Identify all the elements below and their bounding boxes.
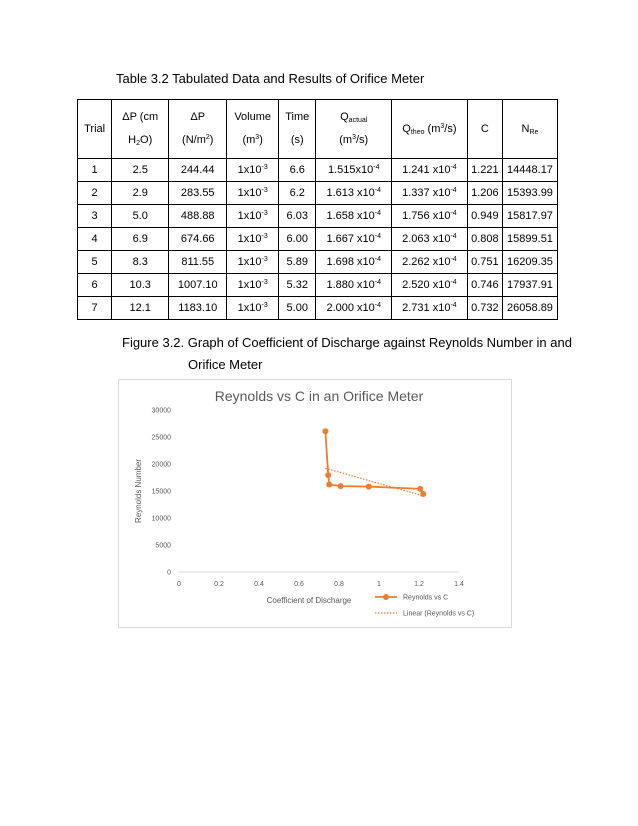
cell-qt: 2.520 $x10^{-4}$ (392, 274, 468, 297)
cell-qt: 1.337 $x10^{-4}$ (392, 182, 468, 205)
header-q-theo-base: Q (402, 122, 411, 135)
cell-dp-n: 244.44 (169, 159, 227, 182)
x-tick-label: 0.8 (334, 581, 344, 588)
cell-c: 1.221 (467, 159, 502, 182)
cell-nre: 15393.99 (502, 182, 557, 205)
cell-qa: $1.515x10^{-4}$ (316, 159, 392, 182)
y-axis-label: Reynolds Number (134, 458, 143, 524)
header-dp-cm-h: H (128, 134, 137, 146)
data-point (322, 428, 328, 434)
header-q-actual-tail: /s) (355, 134, 369, 146)
cell-time: 6.00 (279, 228, 316, 251)
table-row (78, 205, 558, 228)
cell-qt: 1.756 $x10^{-4}$ (392, 205, 468, 228)
chart-area (118, 379, 512, 628)
data-point (326, 481, 332, 487)
cell-dp-cm: 8.3 (112, 251, 169, 274)
figure-caption-line1: Figure 3.2. Graph of Coefficient of Discharge against Reynolds Number in and (122, 335, 572, 350)
header-q-actual-sup: 3 (352, 134, 356, 141)
header-nre (502, 100, 557, 159)
header-dp-cm-tail: O) (140, 134, 153, 146)
x-tick-label: 0.4 (254, 581, 264, 588)
header-q-actual-sub: actual (348, 117, 368, 124)
cell-vol: $1x10^{-3}$ (227, 274, 279, 297)
cell-trial: 7 (78, 297, 112, 320)
figure-caption-line2: Orifice Meter (188, 357, 263, 372)
figure-caption (122, 332, 572, 376)
cell-dp-n: 1183.10 (169, 297, 227, 320)
y-tick-label: 25000 (151, 434, 171, 442)
header-volume-tail: ) (259, 134, 263, 146)
cell-dp-cm: 12.1 (112, 297, 169, 320)
chart-title: Reynolds vs C in an Orifice Meter (214, 388, 424, 404)
cell-dp-cm: 10.3 (112, 274, 169, 297)
header-q-actual-unit: (m (339, 134, 353, 146)
header-dp-n-sup: 2 (205, 134, 210, 141)
cell-dp-n: 811.55 (169, 251, 227, 274)
cell-trial: 4 (78, 228, 112, 251)
cell-qa: 1.613 $x10^{-4}$ (316, 182, 392, 205)
data-point (325, 472, 331, 478)
cell-qt: 2.731 $x10^{-4}$ (392, 297, 468, 320)
cell-time: 5.00 (279, 297, 316, 320)
header-time (279, 100, 316, 159)
table-header-row (78, 100, 558, 159)
y-tick-label: 15000 (151, 488, 171, 496)
cell-nre: 16209.35 (502, 251, 557, 274)
cell-trial: 5 (78, 251, 112, 274)
cell-nre: 26058.89 (502, 297, 557, 320)
header-volume-unit: (m (242, 134, 256, 146)
header-q-actual (316, 100, 392, 159)
legend-label-series: Reynolds vs C (403, 594, 449, 602)
cell-vol: $1x10^{-3}$ (227, 159, 279, 182)
cell-time: 5.89 (279, 251, 316, 274)
y-tick-label: 5000 (155, 542, 171, 550)
header-dp-n (169, 100, 227, 159)
cell-qt: 2.262 $x10^{-4}$ (392, 251, 468, 274)
cell-nre: 15899.51 (502, 228, 557, 251)
cell-c: 1.206 (467, 182, 502, 205)
cell-dp-cm: 2.5 (112, 159, 169, 182)
cell-dp-n: 1007.10 (169, 274, 227, 297)
cell-qa: 1.658 $x10^{-4}$ (316, 205, 392, 228)
cell-vol: $1x10^{-3}$ (227, 251, 279, 274)
x-tick-label: 0.2 (214, 581, 224, 588)
table-row (78, 297, 558, 320)
cell-time: 6.2 (279, 182, 316, 205)
cell-vol: $1x10^{-3}$ (227, 205, 279, 228)
x-tick-label: 0.6 (294, 581, 304, 588)
cell-qa: 1.880 $x10^{-4}$ (316, 274, 392, 297)
cell-trial: 2 (78, 182, 112, 205)
cell-qt: 2.063 $x10^{-4}$ (392, 228, 468, 251)
table-row (78, 251, 558, 274)
header-dp-n-label: ΔP (190, 111, 206, 123)
header-time-unit: (s) (290, 134, 304, 146)
header-trial: Trial (78, 100, 112, 159)
reynolds-chart (119, 380, 511, 627)
cell-vol: $1x10^{-3}$ (227, 228, 279, 251)
legend-label-trend: Linear (Reynolds vs C) (403, 610, 475, 618)
table-row (78, 159, 558, 182)
data-point (338, 483, 344, 489)
header-dp-cm (112, 100, 169, 159)
x-tick-label: 1.2 (414, 581, 424, 588)
header-dp-n-tail: ) (209, 134, 214, 146)
header-time-label: Time (285, 111, 310, 123)
cell-dp-n: 674.66 (169, 228, 227, 251)
header-nre-base: N (521, 122, 530, 135)
x-tick-label: 1 (377, 581, 381, 588)
cell-c: 0.808 (467, 228, 502, 251)
cell-dp-cm: 6.9 (112, 228, 169, 251)
header-volume-sup: 3 (255, 134, 260, 141)
cell-nre: 14448.17 (502, 159, 557, 182)
header-dp-cm-label: ΔP (cm (122, 111, 159, 123)
y-tick-label: 20000 (151, 461, 171, 469)
cell-nre: 17937.91 (502, 274, 557, 297)
cell-trial: 6 (78, 274, 112, 297)
cell-qa: 2.000 $x10^{-4}$ (316, 297, 392, 320)
cell-trial: 3 (78, 205, 112, 228)
header-nre-sub: Re (529, 128, 539, 136)
header-dp-cm-sub: 2 (136, 140, 141, 147)
cell-c: 0.732 (467, 297, 502, 320)
x-tick-label: 0 (177, 581, 181, 588)
cell-c: 0.746 (467, 274, 502, 297)
data-point (420, 491, 426, 497)
cell-dp-cm: 2.9 (112, 182, 169, 205)
header-q-theo-sup: 3 (440, 122, 445, 130)
legend-marker-series (383, 594, 389, 600)
y-tick-label: 0 (167, 569, 171, 577)
table-row (78, 228, 558, 251)
cell-dp-cm: 5.0 (112, 205, 169, 228)
orifice-data-table (77, 99, 558, 320)
cell-vol: $1x10^{-3}$ (227, 297, 279, 320)
cell-dp-n: 488.88 (169, 205, 227, 228)
cell-qa: 1.698 $x10^{-4}$ (316, 251, 392, 274)
data-point (417, 486, 423, 492)
table-row (78, 182, 558, 205)
header-q-theo-unit: (m (424, 122, 441, 135)
header-q-theo-tail: /s) (444, 122, 457, 135)
table-caption: Table 3.2 Tabulated Data and Results of Orifice Meter (116, 71, 425, 86)
table-row (78, 274, 558, 297)
header-volume (227, 100, 279, 159)
header-dp-n-unit: (N/m (182, 134, 206, 146)
cell-time: 5.32 (279, 274, 316, 297)
cell-dp-n: 283.55 (169, 182, 227, 205)
y-tick-label: 10000 (151, 515, 171, 523)
header-q-actual-base: Q (340, 111, 349, 123)
trendline (325, 468, 423, 496)
cell-time: 6.03 (279, 205, 316, 228)
header-volume-label: Volume (234, 111, 272, 123)
cell-nre: 15817.97 (502, 205, 557, 228)
cell-c: 0.751 (467, 251, 502, 274)
cell-qt: 1.241 $x10^{-4}$ (392, 159, 468, 182)
data-point (366, 484, 372, 490)
table-body (78, 159, 558, 320)
header-c: C (467, 100, 502, 159)
cell-trial: 1 (78, 159, 112, 182)
cell-c: 0.949 (467, 205, 502, 228)
cell-time: 6.6 (279, 159, 316, 182)
cell-vol: $1x10^{-3}$ (227, 182, 279, 205)
cell-qa: 1.667 $x10^{-4}$ (316, 228, 392, 251)
header-q-theo-sub: theo (410, 128, 425, 136)
x-axis-label: Coefficient of Discharge (266, 596, 352, 605)
x-tick-label: 1.4 (454, 581, 464, 588)
y-tick-label: 30000 (151, 407, 171, 415)
header-q-theo (392, 100, 468, 159)
